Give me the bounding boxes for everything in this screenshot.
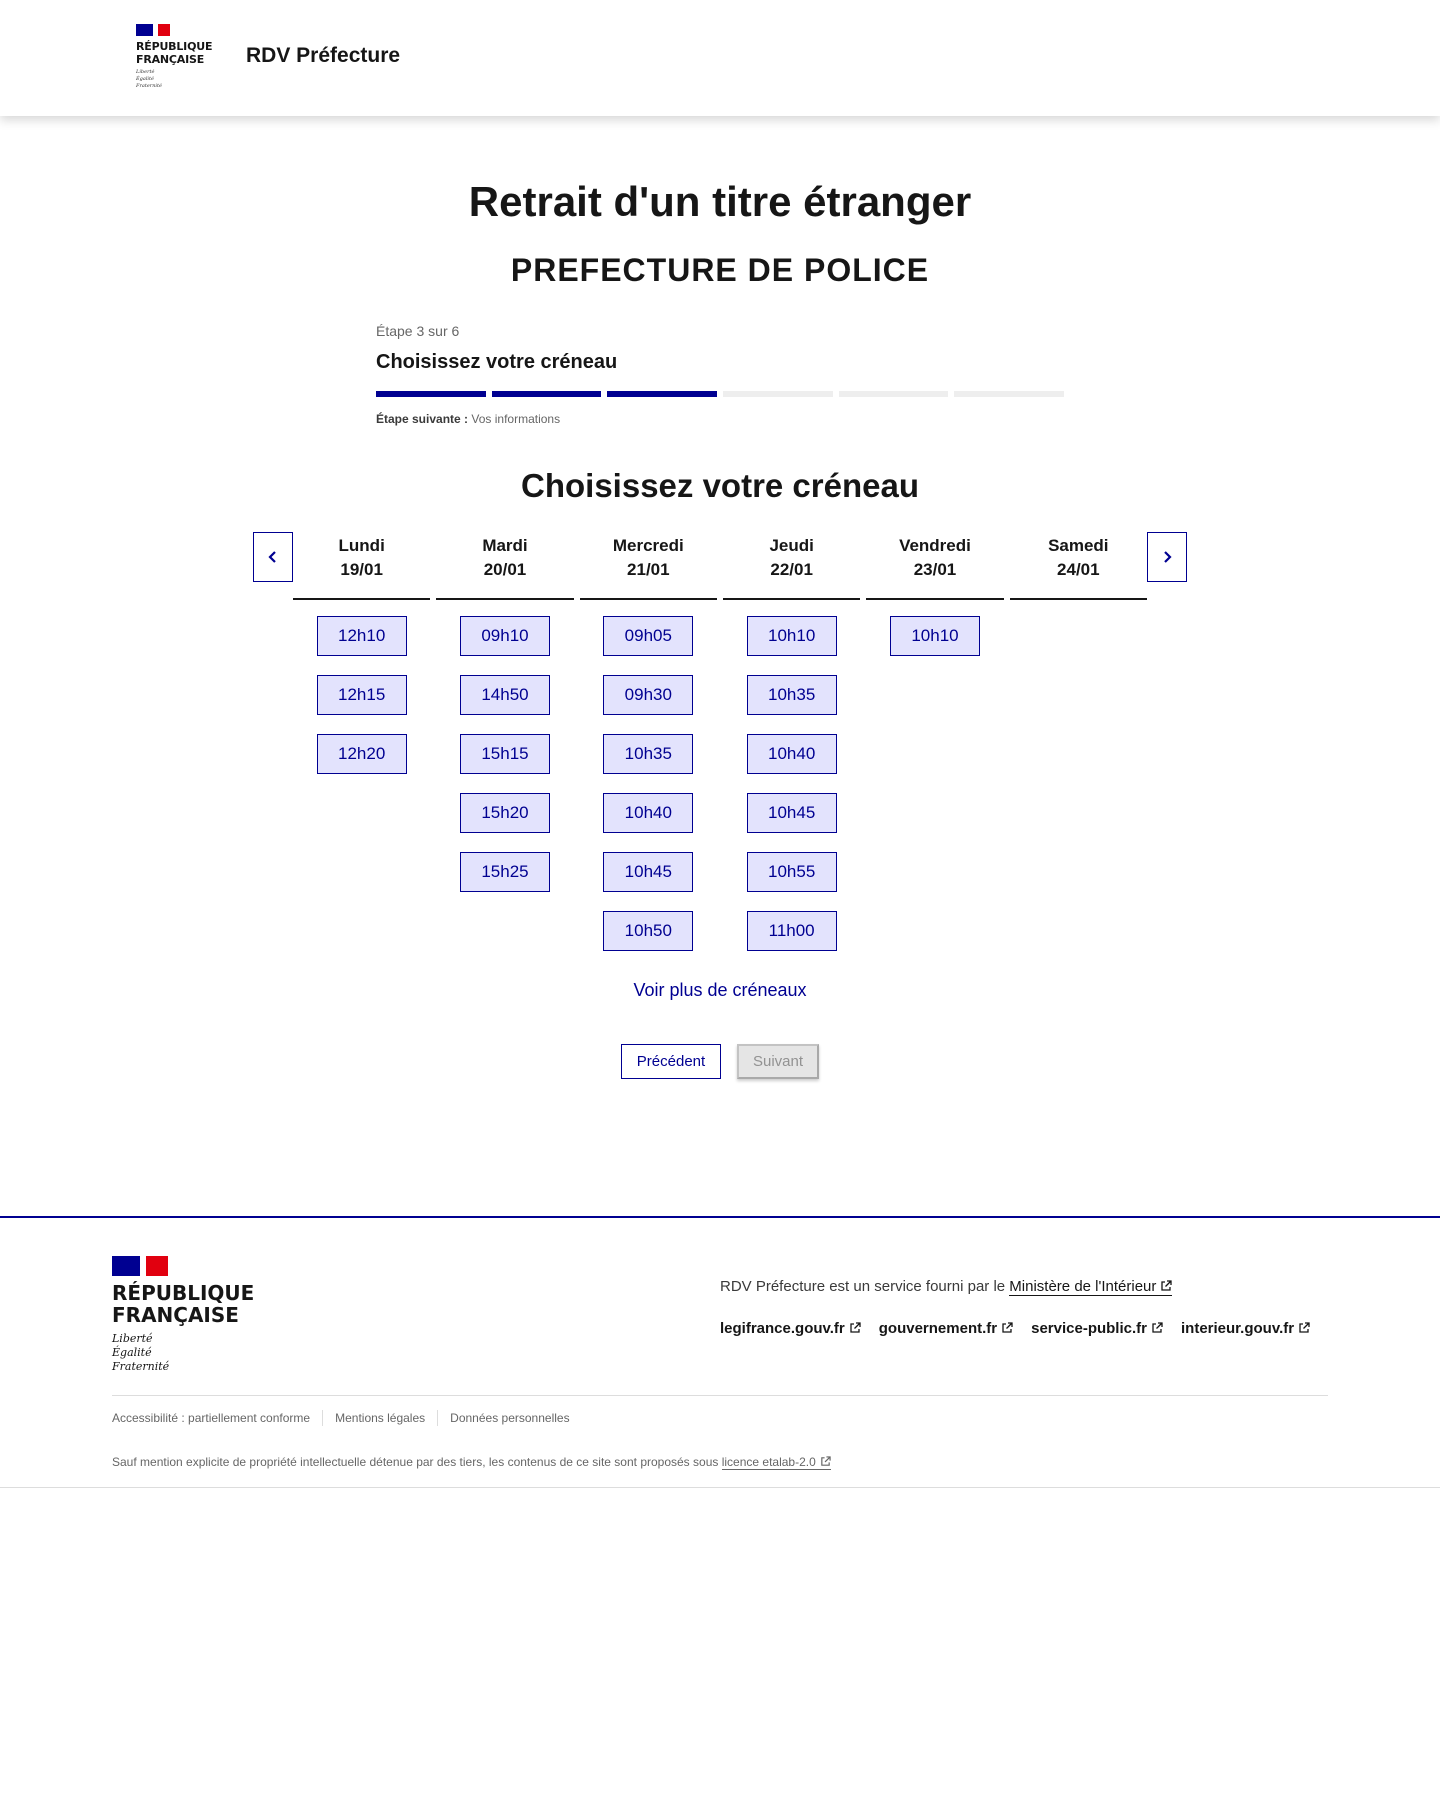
time-slot-button[interactable]: 10h10 (747, 616, 837, 656)
day-header (580, 532, 717, 600)
footer-logo-text: RÉPUBLIQUE FRANÇAISE (112, 1281, 255, 1327)
time-slot-button[interactable]: 09h05 (603, 616, 693, 656)
footer-link-service-public[interactable]: service-public.fr (1031, 1320, 1163, 1337)
footer-license: Sauf mention explicite de propriété intellectuelle détenue par des tiers, les contenus de ce site sont proposés sous licence etalab-2.0 (112, 1455, 831, 1469)
day-date: 24/01 (1057, 560, 1100, 579)
marianne-flag-icon (112, 1256, 168, 1276)
previous-week-button[interactable] (253, 532, 293, 582)
step-title: Choisissez votre créneau (376, 351, 618, 373)
footer-link-accessibilite[interactable]: Accessibilité : partiellement conforme (112, 1411, 311, 1425)
time-slot-button[interactable]: 10h35 (603, 734, 693, 774)
time-slot-button[interactable]: 09h10 (460, 616, 550, 656)
external-link-icon (1151, 1322, 1163, 1334)
time-slot-button[interactable]: 12h15 (317, 675, 407, 715)
page-title: Retrait d'un titre étranger (468, 178, 972, 225)
step-bar (723, 391, 833, 397)
day-name: Jeudi (769, 536, 814, 555)
day-date: 22/01 (770, 560, 813, 579)
day-column (436, 532, 573, 951)
site-name[interactable]: RDV Préfecture (246, 44, 401, 67)
day-date: 21/01 (627, 560, 670, 579)
day-header (1010, 532, 1147, 600)
time-slot-button[interactable]: 15h20 (460, 793, 550, 833)
step-bar (839, 391, 949, 397)
day-column (866, 532, 1003, 951)
calendar-days (293, 532, 1147, 951)
slot-list (293, 600, 430, 774)
day-name: Lundi (338, 536, 385, 555)
external-link-icon (1160, 1280, 1172, 1292)
external-link-icon (820, 1456, 831, 1467)
footer-logo[interactable] (112, 1256, 254, 1374)
day-column (1010, 532, 1147, 951)
step-bar (492, 391, 602, 397)
external-link-icon (1001, 1322, 1013, 1334)
time-slot-button[interactable]: 14h50 (460, 675, 550, 715)
stepper (376, 323, 1064, 426)
footer-bottom-divider (437, 1410, 438, 1426)
step-next: Étape suivante : Vos informations (376, 412, 561, 426)
page-subtitle: PREFECTURE DE POLICE (510, 252, 930, 288)
day-name: Mercredi (612, 536, 684, 555)
day-date: 20/01 (483, 560, 527, 579)
time-slot-button[interactable]: 10h40 (603, 793, 693, 833)
next-week-button[interactable] (1147, 532, 1187, 582)
time-slot-button[interactable]: 12h10 (317, 616, 407, 656)
step-bar (376, 391, 486, 397)
slot-heading: Choisissez votre créneau (521, 467, 919, 504)
day-header (436, 532, 573, 600)
footer-divider (112, 1395, 1328, 1396)
logo-motto: Liberté Égalité Fraternité (136, 69, 162, 89)
time-slot-button[interactable]: 10h10 (890, 616, 980, 656)
day-header (293, 532, 430, 600)
slot-list (866, 600, 1003, 656)
site-footer (0, 1216, 1440, 1488)
footer-link-donnees-personnelles[interactable]: Données personnelles (450, 1411, 570, 1425)
footer-bottom-divider (322, 1410, 323, 1426)
ministere-link[interactable]: Ministère de l'Intérieur (1009, 1278, 1172, 1296)
slot-list (436, 600, 573, 892)
footer-service-text: RDV Préfecture est un service fourni par le Ministère de l'Intérieur (720, 1278, 1172, 1295)
external-link-icon (1298, 1322, 1310, 1334)
time-slot-button[interactable]: 10h40 (747, 734, 837, 774)
slot-list (580, 600, 717, 951)
chevron-left-icon (267, 550, 279, 564)
step-bar (607, 391, 717, 397)
day-date: 23/01 (913, 560, 957, 579)
time-slot-button[interactable]: 10h45 (747, 793, 837, 833)
time-slot-button[interactable]: 15h15 (460, 734, 550, 774)
time-slot-button[interactable]: 10h55 (747, 852, 837, 892)
day-column (723, 532, 860, 951)
day-name: Mardi (482, 536, 528, 555)
footer-links (720, 1320, 1310, 1337)
step-progress (376, 391, 1064, 397)
time-slot-button[interactable]: 10h50 (603, 911, 693, 951)
day-column (580, 532, 717, 951)
site-header (0, 0, 1440, 116)
day-header (723, 532, 860, 600)
more-slots (0, 980, 1440, 1001)
footer-link-legifrance[interactable]: legifrance.gouv.fr (720, 1320, 861, 1337)
next-button[interactable]: Suivant (737, 1044, 819, 1079)
logo-text: RÉPUBLIQUE FRANÇAISE (136, 40, 213, 66)
footer-link-gouvernement[interactable]: gouvernement.fr (879, 1320, 1013, 1337)
marianne-flag-icon (136, 24, 170, 36)
step-count: Étape 3 sur 6 (376, 323, 460, 339)
footer-bottom-links (112, 1410, 570, 1426)
time-slot-button[interactable]: 15h25 (460, 852, 550, 892)
time-slot-button[interactable]: 12h20 (317, 734, 407, 774)
day-name: Vendredi (899, 536, 971, 555)
day-name: Samedi (1048, 536, 1109, 555)
previous-button[interactable]: Précédent (621, 1044, 721, 1079)
time-slot-button[interactable]: 10h35 (747, 675, 837, 715)
chevron-right-icon (1161, 550, 1173, 564)
footer-link-interieur[interactable]: interieur.gouv.fr (1181, 1320, 1310, 1337)
day-header (866, 532, 1003, 600)
republique-francaise-logo[interactable] (136, 24, 220, 96)
footer-link-mentions-legales[interactable]: Mentions légales (335, 1411, 426, 1425)
time-slot-button[interactable]: 10h45 (603, 852, 693, 892)
slot-list (1010, 600, 1147, 616)
day-column (293, 532, 430, 951)
time-slot-button[interactable]: 09h30 (603, 675, 693, 715)
external-link-icon (849, 1322, 861, 1334)
step-bar (954, 391, 1064, 397)
license-link[interactable]: licence etalab-2.0 (722, 1455, 831, 1470)
footer-logo-motto: Liberté Égalité Fraternité (112, 1332, 170, 1373)
day-date: 19/01 (340, 560, 383, 579)
more-slots-link[interactable]: Voir plus de créneaux (633, 980, 807, 1000)
slot-list (723, 600, 860, 951)
time-slot-button[interactable]: 11h00 (747, 911, 837, 951)
